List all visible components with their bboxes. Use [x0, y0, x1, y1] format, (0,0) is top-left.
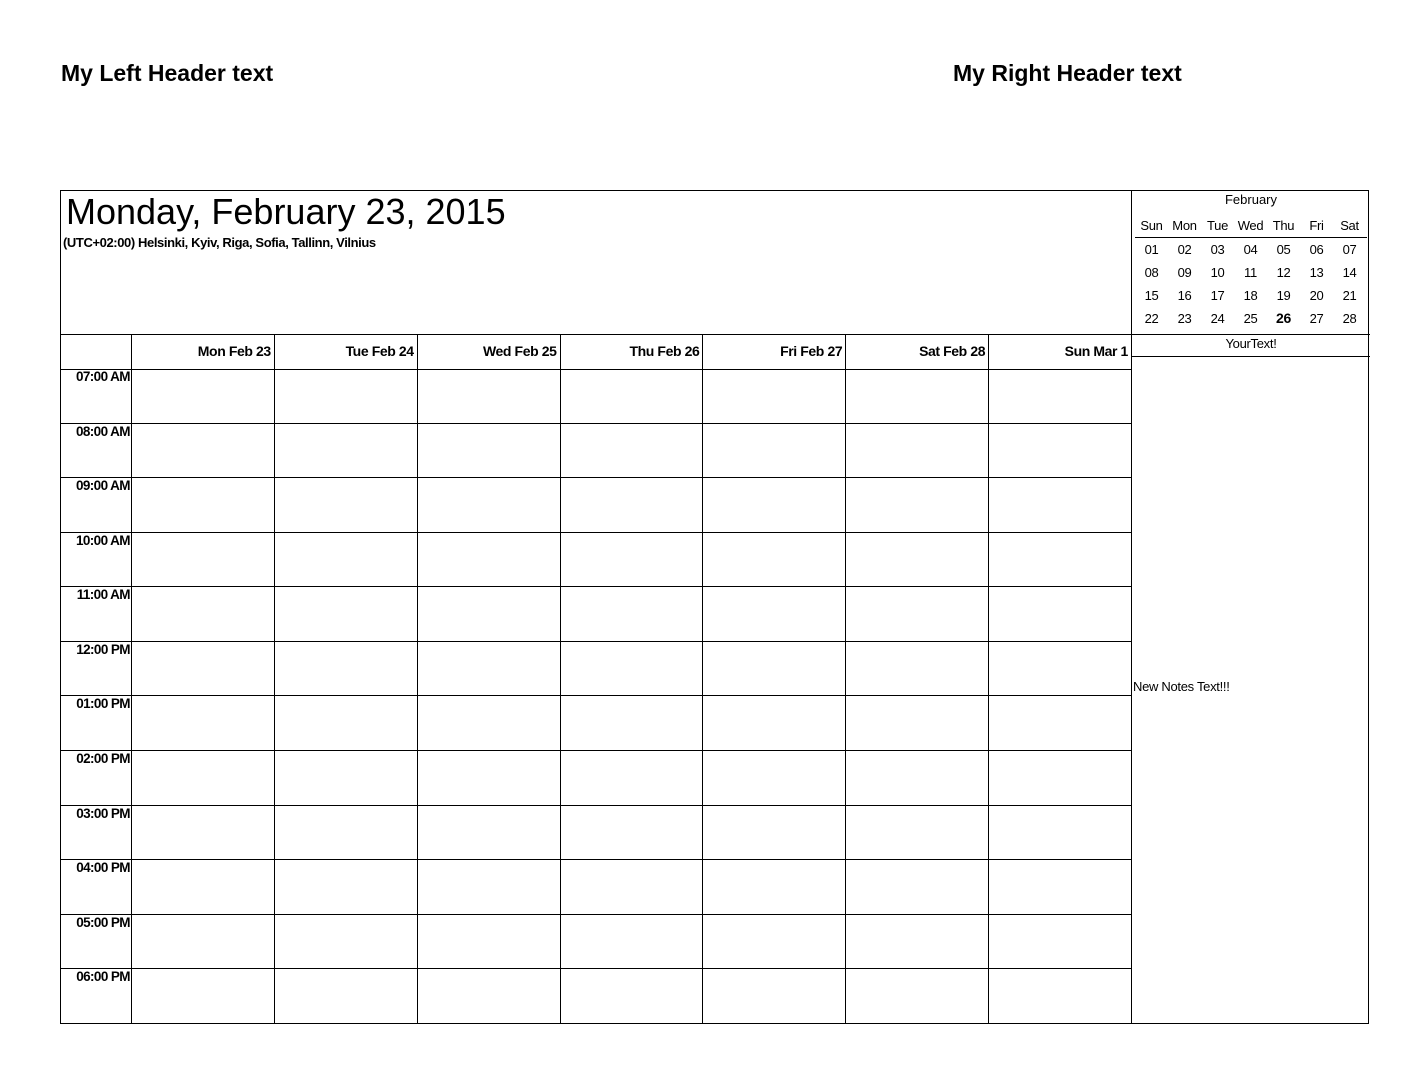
time-slot-cell[interactable]	[561, 478, 704, 532]
time-slot-cell[interactable]	[132, 969, 275, 1024]
time-slot-cell[interactable]	[561, 587, 704, 641]
time-label: 05:00 PM	[61, 915, 132, 969]
time-slot-cell[interactable]	[132, 751, 275, 805]
mini-calendar-day[interactable]: 20	[1309, 288, 1324, 303]
time-slot-cell[interactable]	[561, 642, 704, 696]
time-slot-cell[interactable]	[275, 696, 418, 750]
day-header: Sat Feb 28	[846, 334, 989, 369]
mini-calendar-day[interactable]: 04	[1243, 242, 1258, 257]
mini-calendar-weekday: Sat	[1340, 218, 1359, 233]
time-label: 03:00 PM	[61, 806, 132, 860]
time-slot-row	[61, 915, 1131, 970]
time-slot-cell[interactable]	[561, 424, 704, 478]
mini-calendar-weekday: Thu	[1272, 218, 1295, 233]
time-slot-cell[interactable]	[418, 806, 561, 860]
mini-calendar-day[interactable]: 24	[1210, 311, 1225, 326]
time-slot-row	[61, 969, 1131, 1024]
title-area	[61, 191, 1131, 335]
mini-calendar-week	[1135, 261, 1367, 284]
time-slot-cell[interactable]	[418, 424, 561, 478]
time-slot-cell[interactable]	[703, 969, 846, 1024]
day-header: Mon Feb 23	[132, 334, 275, 369]
mini-calendar-grid	[1135, 215, 1367, 330]
time-slot-cell[interactable]	[275, 969, 418, 1024]
time-slot-cell[interactable]	[275, 642, 418, 696]
time-slot-cell[interactable]	[561, 751, 704, 805]
notes-title: YourText!	[1131, 334, 1370, 357]
time-slot-cell[interactable]	[132, 587, 275, 641]
time-label: 01:00 PM	[61, 696, 132, 750]
time-slot-cell[interactable]	[846, 969, 989, 1024]
time-label: 09:00 AM	[61, 478, 132, 532]
mini-calendar-day[interactable]: 12	[1276, 265, 1291, 280]
time-slot-cell[interactable]	[989, 969, 1131, 1024]
day-header: Tue Feb 24	[275, 334, 418, 369]
time-slot-cell[interactable]	[275, 915, 418, 969]
day-header: Sun Mar 1	[1064, 343, 1128, 359]
time-slot-cell[interactable]	[703, 751, 846, 805]
time-label: 02:00 PM	[61, 751, 132, 805]
time-slot-cell[interactable]	[561, 915, 704, 969]
mini-calendar-day[interactable]: 09	[1177, 265, 1192, 280]
time-slot-cell[interactable]	[132, 915, 275, 969]
mini-calendar-day[interactable]: 03	[1210, 242, 1225, 257]
time-slot-row	[61, 806, 1131, 861]
day-header: Fri Feb 27	[703, 334, 846, 369]
time-slot-cell[interactable]	[275, 478, 418, 532]
selected-date-title: Monday, February 23, 2015	[66, 191, 506, 232]
time-label: 10:00 AM	[61, 533, 132, 587]
time-slot-cell[interactable]	[418, 696, 561, 750]
time-slot-cell[interactable]	[418, 369, 561, 423]
time-slot-cell[interactable]	[703, 424, 846, 478]
time-slot-cell[interactable]	[132, 369, 275, 423]
time-slot-cell[interactable]	[418, 915, 561, 969]
mini-calendar-weekday: Tue	[1206, 218, 1229, 233]
mini-calendar-day[interactable]: 18	[1243, 288, 1258, 303]
time-slot-cell[interactable]	[989, 915, 1131, 969]
time-slot-cell[interactable]	[846, 587, 989, 641]
time-slot-cell[interactable]	[418, 751, 561, 805]
time-slot-cell[interactable]	[132, 806, 275, 860]
time-slot-cell[interactable]	[989, 751, 1131, 805]
time-slot-cell[interactable]	[275, 424, 418, 478]
mini-calendar-week	[1135, 284, 1367, 307]
time-slot-cell[interactable]	[846, 424, 989, 478]
mini-calendar-day[interactable]: 15	[1144, 288, 1159, 303]
time-slot-cell[interactable]	[418, 478, 561, 532]
time-slot-cell[interactable]	[418, 642, 561, 696]
time-slot-row	[61, 533, 1131, 588]
time-slot-cell[interactable]	[846, 533, 989, 587]
time-slot-cell[interactable]	[846, 751, 989, 805]
time-slot-cell[interactable]	[703, 696, 846, 750]
mini-calendar-day[interactable]: 06	[1309, 242, 1324, 257]
time-slot-row	[61, 369, 1131, 424]
time-slot-cell[interactable]	[989, 533, 1131, 587]
time-slot-cell[interactable]	[989, 369, 1131, 423]
time-label: 04:00 PM	[61, 860, 132, 914]
time-slot-cell[interactable]	[418, 533, 561, 587]
time-slot-cell[interactable]	[703, 533, 846, 587]
day-header: Wed Feb 25	[418, 334, 561, 369]
mini-calendar-day[interactable]: 25	[1243, 311, 1258, 326]
time-slot-cell[interactable]	[418, 969, 561, 1024]
time-slot-cell[interactable]	[561, 860, 704, 914]
time-slot-cell[interactable]	[989, 478, 1131, 532]
time-slot-cell[interactable]	[846, 806, 989, 860]
mini-calendar-day[interactable]: 10	[1210, 265, 1225, 280]
time-slot-cell[interactable]	[703, 478, 846, 532]
notes-text: New Notes Text!!!	[1133, 679, 1230, 694]
mini-calendar-day[interactable]: 07	[1342, 242, 1357, 257]
time-slot-cell[interactable]	[561, 369, 704, 423]
mini-calendar-day[interactable]: 28	[1342, 311, 1357, 326]
mini-calendar-day[interactable]: 17	[1210, 288, 1225, 303]
time-slot-cell[interactable]	[989, 806, 1131, 860]
mini-calendar-day[interactable]: 14	[1342, 265, 1357, 280]
mini-calendar-weekday: Sun	[1140, 218, 1163, 233]
left-header-text: My Left Header text	[61, 60, 274, 86]
time-slot-cell[interactable]	[846, 642, 989, 696]
mini-calendar-day[interactable]: 01	[1144, 242, 1159, 257]
time-slot-row	[61, 751, 1131, 806]
time-slot-cell[interactable]	[989, 642, 1131, 696]
day-header: Thu Feb 26	[561, 334, 704, 369]
time-slot-cell[interactable]	[703, 860, 846, 914]
time-slot-row	[61, 424, 1131, 479]
time-slot-cell[interactable]	[846, 696, 989, 750]
time-slot-cell[interactable]	[418, 860, 561, 914]
time-slot-cell[interactable]	[989, 424, 1131, 478]
time-slot-row	[61, 696, 1131, 751]
mini-calendar-day[interactable]: 26	[1276, 310, 1291, 326]
mini-calendar-weekday: Fri	[1309, 218, 1324, 233]
time-slot-cell[interactable]	[561, 806, 704, 860]
time-label: 12:00 PM	[61, 642, 132, 696]
mini-calendar-day[interactable]: 08	[1144, 265, 1159, 280]
notes-panel	[1131, 357, 1370, 1023]
time-slot-cell[interactable]	[132, 424, 275, 478]
mini-calendar-weekdays	[1135, 215, 1367, 238]
time-slot-cell[interactable]	[989, 587, 1131, 641]
time-slot-cell[interactable]	[703, 915, 846, 969]
time-slot-row	[61, 587, 1131, 642]
mini-calendar-day[interactable]: 11	[1244, 265, 1257, 280]
time-slot-cell[interactable]	[275, 806, 418, 860]
time-slot-cell[interactable]	[275, 369, 418, 423]
time-label: 08:00 AM	[61, 424, 132, 478]
time-label: 11:00 AM	[61, 587, 132, 641]
time-slot-cell[interactable]	[989, 860, 1131, 914]
mini-calendar-day[interactable]: 21	[1342, 288, 1357, 303]
mini-calendar-week	[1135, 307, 1367, 330]
week-calendar	[60, 190, 1369, 1024]
mini-calendar-day[interactable]: 23	[1177, 311, 1192, 326]
time-slot-row	[61, 478, 1131, 533]
right-header-text: My Right Header text	[953, 60, 1182, 86]
time-slot-cell[interactable]	[275, 751, 418, 805]
mini-calendar-day[interactable]: 05	[1276, 242, 1291, 257]
time-slot-row	[61, 860, 1131, 915]
time-slot-cell[interactable]	[132, 533, 275, 587]
time-column-corner	[61, 334, 132, 369]
time-slot-cell[interactable]	[561, 969, 704, 1024]
mini-calendar-weekday: Mon	[1172, 218, 1197, 233]
mini-calendar-weekday: Wed	[1237, 218, 1264, 233]
time-slot-cell[interactable]	[989, 696, 1131, 750]
time-slot-cell[interactable]	[703, 587, 846, 641]
time-slot-cell[interactable]	[703, 369, 846, 423]
time-slot-cell[interactable]	[275, 533, 418, 587]
time-label: 06:00 PM	[61, 969, 132, 1024]
time-slot-cell[interactable]	[275, 587, 418, 641]
time-slot-cell[interactable]	[132, 642, 275, 696]
time-slot-cell[interactable]	[275, 860, 418, 914]
time-slot-cell[interactable]	[846, 915, 989, 969]
time-slot-grid	[61, 369, 1131, 1024]
time-slot-cell[interactable]	[132, 478, 275, 532]
mini-calendar	[1131, 191, 1370, 335]
time-slot-cell[interactable]	[703, 806, 846, 860]
time-slot-row	[61, 642, 1131, 697]
time-slot-cell[interactable]	[703, 642, 846, 696]
time-slot-cell[interactable]	[846, 478, 989, 532]
mini-calendar-month: February	[1224, 192, 1278, 207]
mini-calendar-day[interactable]: 16	[1177, 288, 1192, 303]
time-slot-cell[interactable]	[561, 696, 704, 750]
time-slot-cell[interactable]	[132, 860, 275, 914]
time-slot-cell[interactable]	[846, 369, 989, 423]
time-slot-cell[interactable]	[132, 696, 275, 750]
mini-calendar-day[interactable]: 27	[1309, 311, 1324, 326]
mini-calendar-day[interactable]: 02	[1177, 242, 1192, 257]
day-header-row	[61, 334, 1131, 370]
time-label: 07:00 AM	[61, 369, 132, 423]
mini-calendar-day[interactable]: 22	[1144, 311, 1159, 326]
time-slot-cell[interactable]	[418, 587, 561, 641]
mini-calendar-day[interactable]: 13	[1309, 265, 1324, 280]
time-slot-cell[interactable]	[561, 533, 704, 587]
mini-calendar-day[interactable]: 19	[1276, 288, 1291, 303]
timezone-label: (UTC+02:00) Helsinki, Kyiv, Riga, Sofia, Tallinn, Vilnius	[63, 235, 376, 250]
time-slot-cell[interactable]	[846, 860, 989, 914]
mini-calendar-week	[1135, 238, 1367, 261]
